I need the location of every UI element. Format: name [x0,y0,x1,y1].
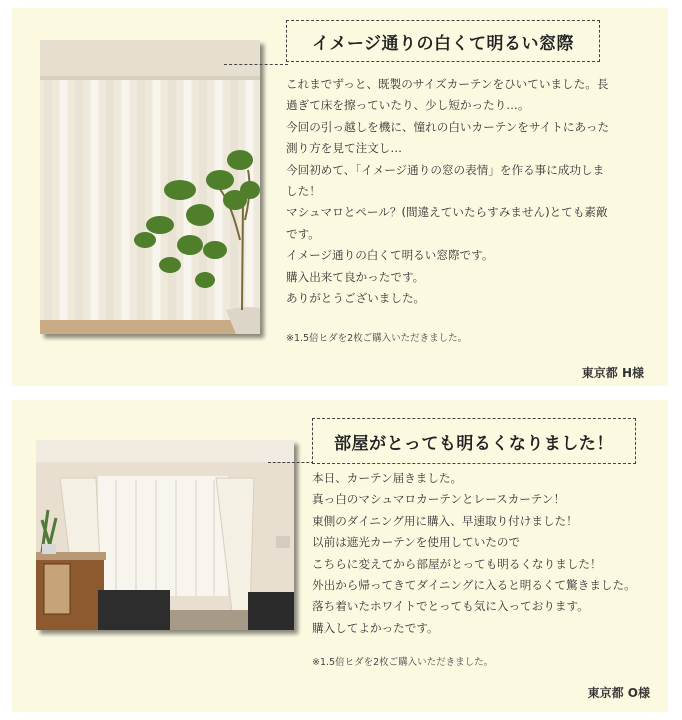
review-line: 今回の引っ越しを機に、憧れの白いカーテンをサイトにあった [286,119,610,134]
review-line: 真っ白のマシュマロカーテンとレースカーテン！ [312,492,566,507]
white-curtain-with-plant-photo [40,40,260,334]
purchase-note: ※1.5倍ヒダを2枚ご購入いただきました。 [312,657,494,668]
review-body [312,468,668,639]
review-line: 今回初めて、「イメージ通りの窓の表情」を作る事に成功しま [286,162,605,177]
review-line: 以前は遮光カーテンを使用していたので [312,535,521,550]
title-connector-line [268,462,314,463]
review-line: です。 [286,226,320,241]
review-title: イメージ通りの白くて明るい窓際 [286,20,600,62]
review-body [286,74,658,309]
review-line: マシュマロとペール？(間違えていたらすみません)とても素敵 [286,205,608,220]
review-line: イメージ通りの白くて明るい窓際です。 [286,248,494,263]
review-line: 過ぎて床を擦っていたり、少し短かったり…。 [286,98,530,113]
review-line: これまでずっと、既製のサイズカーテンをひいていました。長 [286,77,609,91]
purchase-note: ※1.5倍ヒダを2枚ご購入いただきました。 [286,333,468,344]
review-line: 落ち着いたホワイトでとっても気に入っております。 [312,599,589,614]
review-line: した！ [286,184,321,199]
review-line: 東側のダイニング用に購入、早速取り付けました！ [312,513,578,528]
reviewer-name: 東京都 O様 [587,686,650,700]
title-connector-line [224,64,288,65]
review-line: 外出から帰ってきてダイニングに入ると明るくて驚きました。 [312,578,636,593]
review-line: 測り方を見て注文し… [286,141,402,156]
reviewer-name: 東京都 H様 [581,366,644,380]
review-card-1 [12,8,668,386]
review-card-2 [12,400,668,712]
review-line: こちらに変えてから部屋がとっても明るくなりました！ [312,556,602,571]
review-title: 部屋がとっても明るくなりました！ [312,418,636,464]
review-line: 購入してよかったです。 [312,620,439,635]
review-line: 本日、カーテン届きました。 [312,471,463,485]
review-line: ありがとうございました。 [286,291,426,306]
review-line: 購入出来て良かったです。 [286,269,425,284]
dining-room-curtain-photo [36,440,294,630]
